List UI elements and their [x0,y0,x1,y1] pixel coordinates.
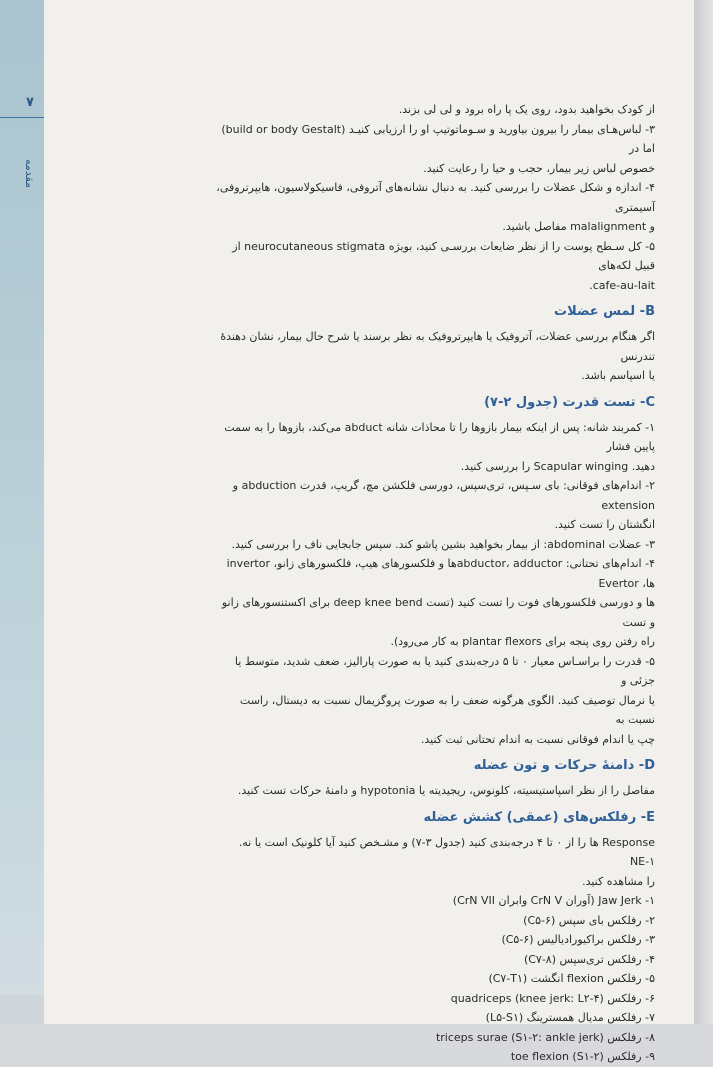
text-line: ۴- اندازه و شکل عضلات را بررسی کنید. به دنبال نشانه‌های آتروفی، فاسیکولاسیون، هایپرتروفی، آسیمتری [216,181,655,214]
text-line: ۵- کل سـطح پوست را از نظر ضایعات بررسـی کنید، بویژه neurocutaneous stigmata از قبیل لکه‌های [232,239,655,272]
page-edge-shadow [694,0,713,1024]
text-line: از کودک بخواهید بدود، روی یک پا راه برود و لی لی بزند. [398,103,655,116]
text-line: دهید. Scapular winging را بررسی کنید. [460,459,655,473]
text-line: ۳- لباس‌هـای بیمار را بیرون بیاورید و سـوماتوتیپ او را ارزیابی کنیـد (build or body Gestalt) اما در [221,122,655,155]
reflex-item: ۷- رفلکس مدیال همسترینگ (L۵-S۱) [485,1011,655,1024]
section-heading-b: B- لمس عضلات [554,304,655,319]
text-line: چپ یا اندام فوقانی نسبت به اندام تحتانی ثبت کنید. [420,732,655,746]
document-body [215,100,655,1067]
text-line: ۳- عضلات abdominal: از بیمار بخواهید بشین پاشو کند. سپس جابجایی ناف را بررسی کنید. [231,537,655,551]
reflex-item: ۸- رفلکس triceps surae (S۱-۲: ankle jerk) [435,1030,655,1044]
reflex-item: ۲- رفلکس بای سپس (C۵-۶) [523,913,655,927]
text-line: مفاصل را از نظر اسپاستیسیته، کلونوس، ریجیدیته یا hypotonia و دامنهٔ حرکات تست کنید. [237,784,655,797]
text-line: ۱- کمربند شانه: پس از اینکه بیمار بازوها را تا محاذات شانه abduct می‌کند، بازوها را به سمت پایین فشار [224,420,655,453]
reflex-item: ۵- رفلکس flexion انگشت (C۷-T۱) [488,972,655,985]
text-line: راه رفتن روی پنجه برای plantar flexors به کار می‌رود). [390,635,655,648]
reflex-item: ۳- رفلکس براکیورادیالیس (C۵-۶) [501,933,655,946]
text-line: ۵- قدرت را براسـاس معیار ۰ تا ۵ درجه‌بندی کنید یا به صورت پارالیز، ضعف شدید، متوسط یا جزئی و [234,654,655,687]
text-line: ۴- اندام‌های تحتانی: abductor، adductorها و فلکسورهای هیپ، فلکسورهای زانو، invertor ها، Evertor [226,557,655,590]
reflex-item: ۱- Jaw Jerk (آوران CrN V وابران CrN VII) [452,894,655,907]
section-heading-e: E- رفلکس‌های (عمقی) کشش عضله [423,809,655,825]
text-line: خصوص لباس زیر بیمار، حجب و حیا را رعایت کنید. [423,161,655,175]
section-heading-d: D- دامنهٔ حرکات و تون عضله [473,758,655,773]
reflex-item: ۴- رفلکس تری‌سپس (C۷-۸) [523,952,655,966]
text-line: و malalignment مفاصل باشید. [502,220,655,233]
text-line: یا اسپاسم باشد. [581,369,655,382]
text-line: را مشاهده کنید. [582,874,655,888]
section-heading-c: C- تست قدرت (جدول ۲-۷) [484,394,655,410]
reflex-item: ۶- رفلکس quadriceps (knee jerk: L۲-۴) [450,991,655,1005]
text-line: اگر هنگام بررسی عضلات، آتروفیک یا هایپرتروفیک به نظر برسند یا شرح حال بیمار، نشان دهندهٔ تندرنس [220,330,655,363]
reflex-item: ۹- رفلکس toe flexion (S۱-۲) [510,1050,655,1063]
text-line: ها و دورسی فلکسورهای فوت را تست کنید (تست deep knee bend برای اکستنسورهای زانو و تست [221,596,655,629]
text-line: Response ها را از ۰ تا ۴ درجه‌بندی کنید (جدول ۳-۷) و مشـخص کنید آیا کلونیک است یا نه. NE-۱ [238,835,655,868]
corner-shadow [0,995,44,1024]
chapter-label: مقدمه [23,158,36,188]
text-line: cafe-au-lait. [589,278,655,292]
text-line: انگشتان را تست کنید. [554,518,655,531]
page-number: ۷ [26,95,34,110]
text-line: یا نرمال توصیف کنید. الگوی هرگونه ضعف را به صورت پروگزیمال نسبت به دیستال، راست نسبت به [239,693,655,726]
text-line: ۲- اندام‌های فوقانی: بای سـپس، تری‌سپس، دورسی فلکشن مچ، گریپ، قدرت abduction و extension [232,479,655,512]
side-divider-line [0,117,44,118]
